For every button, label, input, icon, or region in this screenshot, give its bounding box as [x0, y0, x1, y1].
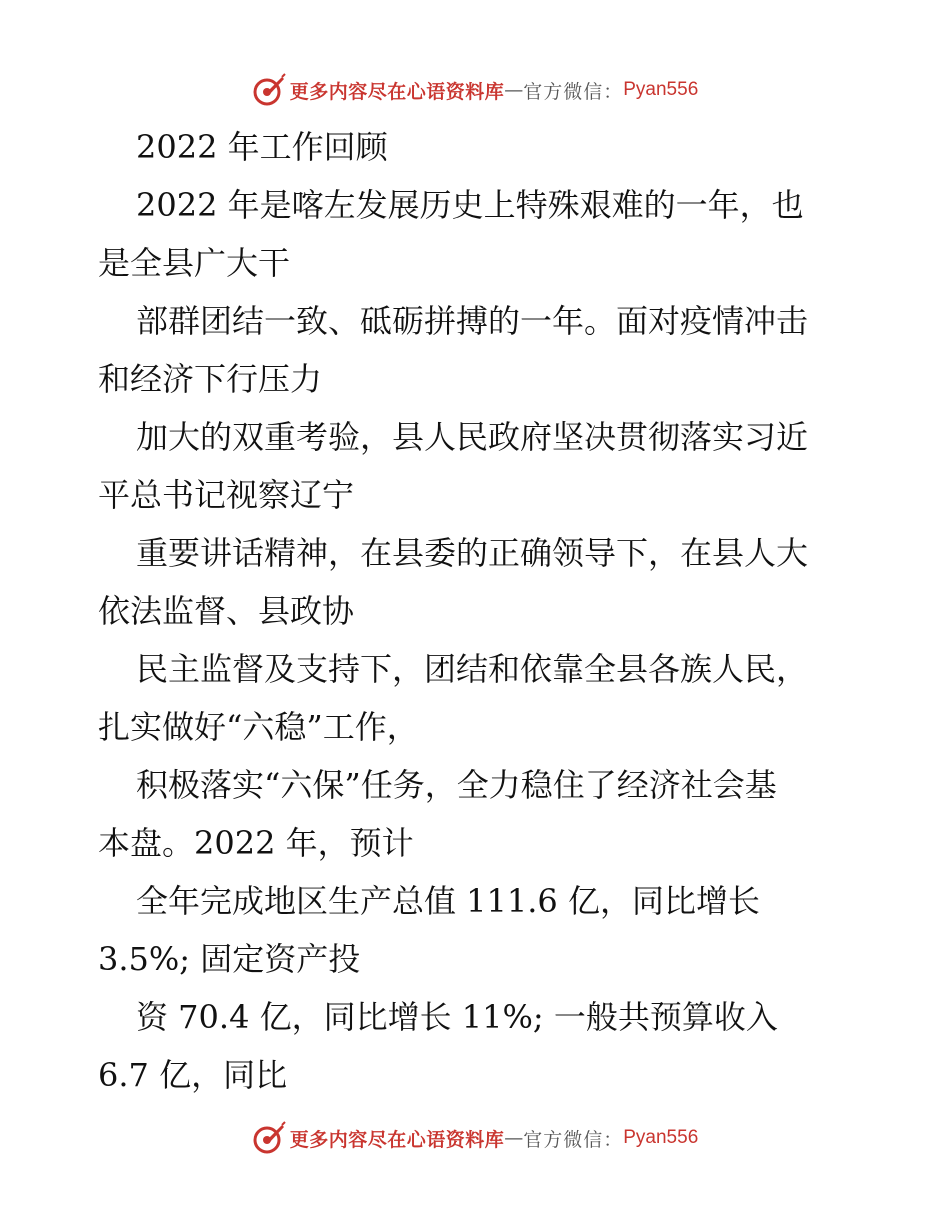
banner-site-text: 更多内容尽在心语资料库: [289, 1128, 505, 1151]
document-body: [98, 118, 858, 1104]
text-line: 积极落实“六保”任务，全力稳住了经济社会基: [136, 766, 777, 804]
banner-wechat-label: 官方微信：: [523, 1128, 624, 1151]
text-line: 和经济下行压力: [98, 360, 323, 398]
banner-wechat-id: Pyan556: [623, 79, 699, 100]
quill-logo-icon: [252, 1121, 286, 1155]
text-line: 资 70.4 亿，同比增长 11%; 一般共预算收入: [136, 998, 778, 1036]
text-line: 2022 年工作回顾: [136, 128, 388, 166]
banner-wechat-label: 官方微信：: [523, 80, 624, 103]
text-line: 6.7 亿，同比: [98, 1056, 288, 1094]
header-watermark-banner: [0, 70, 950, 110]
quill-logo-icon: [252, 73, 286, 107]
text-line: 部群团结一致、砥砺拼搏的一年。面对疫情冲击: [136, 302, 809, 340]
text-line: 2022 年是喀左发展历史上特殊艰难的一年，也: [136, 186, 804, 224]
banner-wechat-id: Pyan556: [623, 1127, 699, 1148]
banner-site-text: 更多内容尽在心语资料库: [289, 80, 505, 103]
text-line: 依法监督、县政协: [98, 592, 355, 630]
text-line: 平总书记视察辽宁: [98, 476, 355, 514]
banner-dash: —: [504, 1127, 524, 1149]
text-line: 重要讲话精神，在县委的正确领导下，在县人大: [136, 534, 809, 572]
text-line: 3.5%; 固定资产投: [98, 940, 361, 978]
text-line: 本盘。2022 年，预计: [98, 824, 414, 862]
text-line: 扎实做好“六稳”工作，: [98, 708, 419, 746]
footer-watermark-banner: [0, 1118, 950, 1158]
text-line: 加大的双重考验，县人民政府坚决贯彻落实习近: [136, 418, 809, 456]
banner-dash: —: [504, 79, 524, 101]
text-line: 民主监督及支持下，团结和依靠全县各族人民，: [136, 650, 809, 688]
text-line: 全年完成地区生产总值 111.6 亿，同比增长: [136, 882, 760, 920]
text-line: 是全县广大干: [98, 244, 291, 282]
